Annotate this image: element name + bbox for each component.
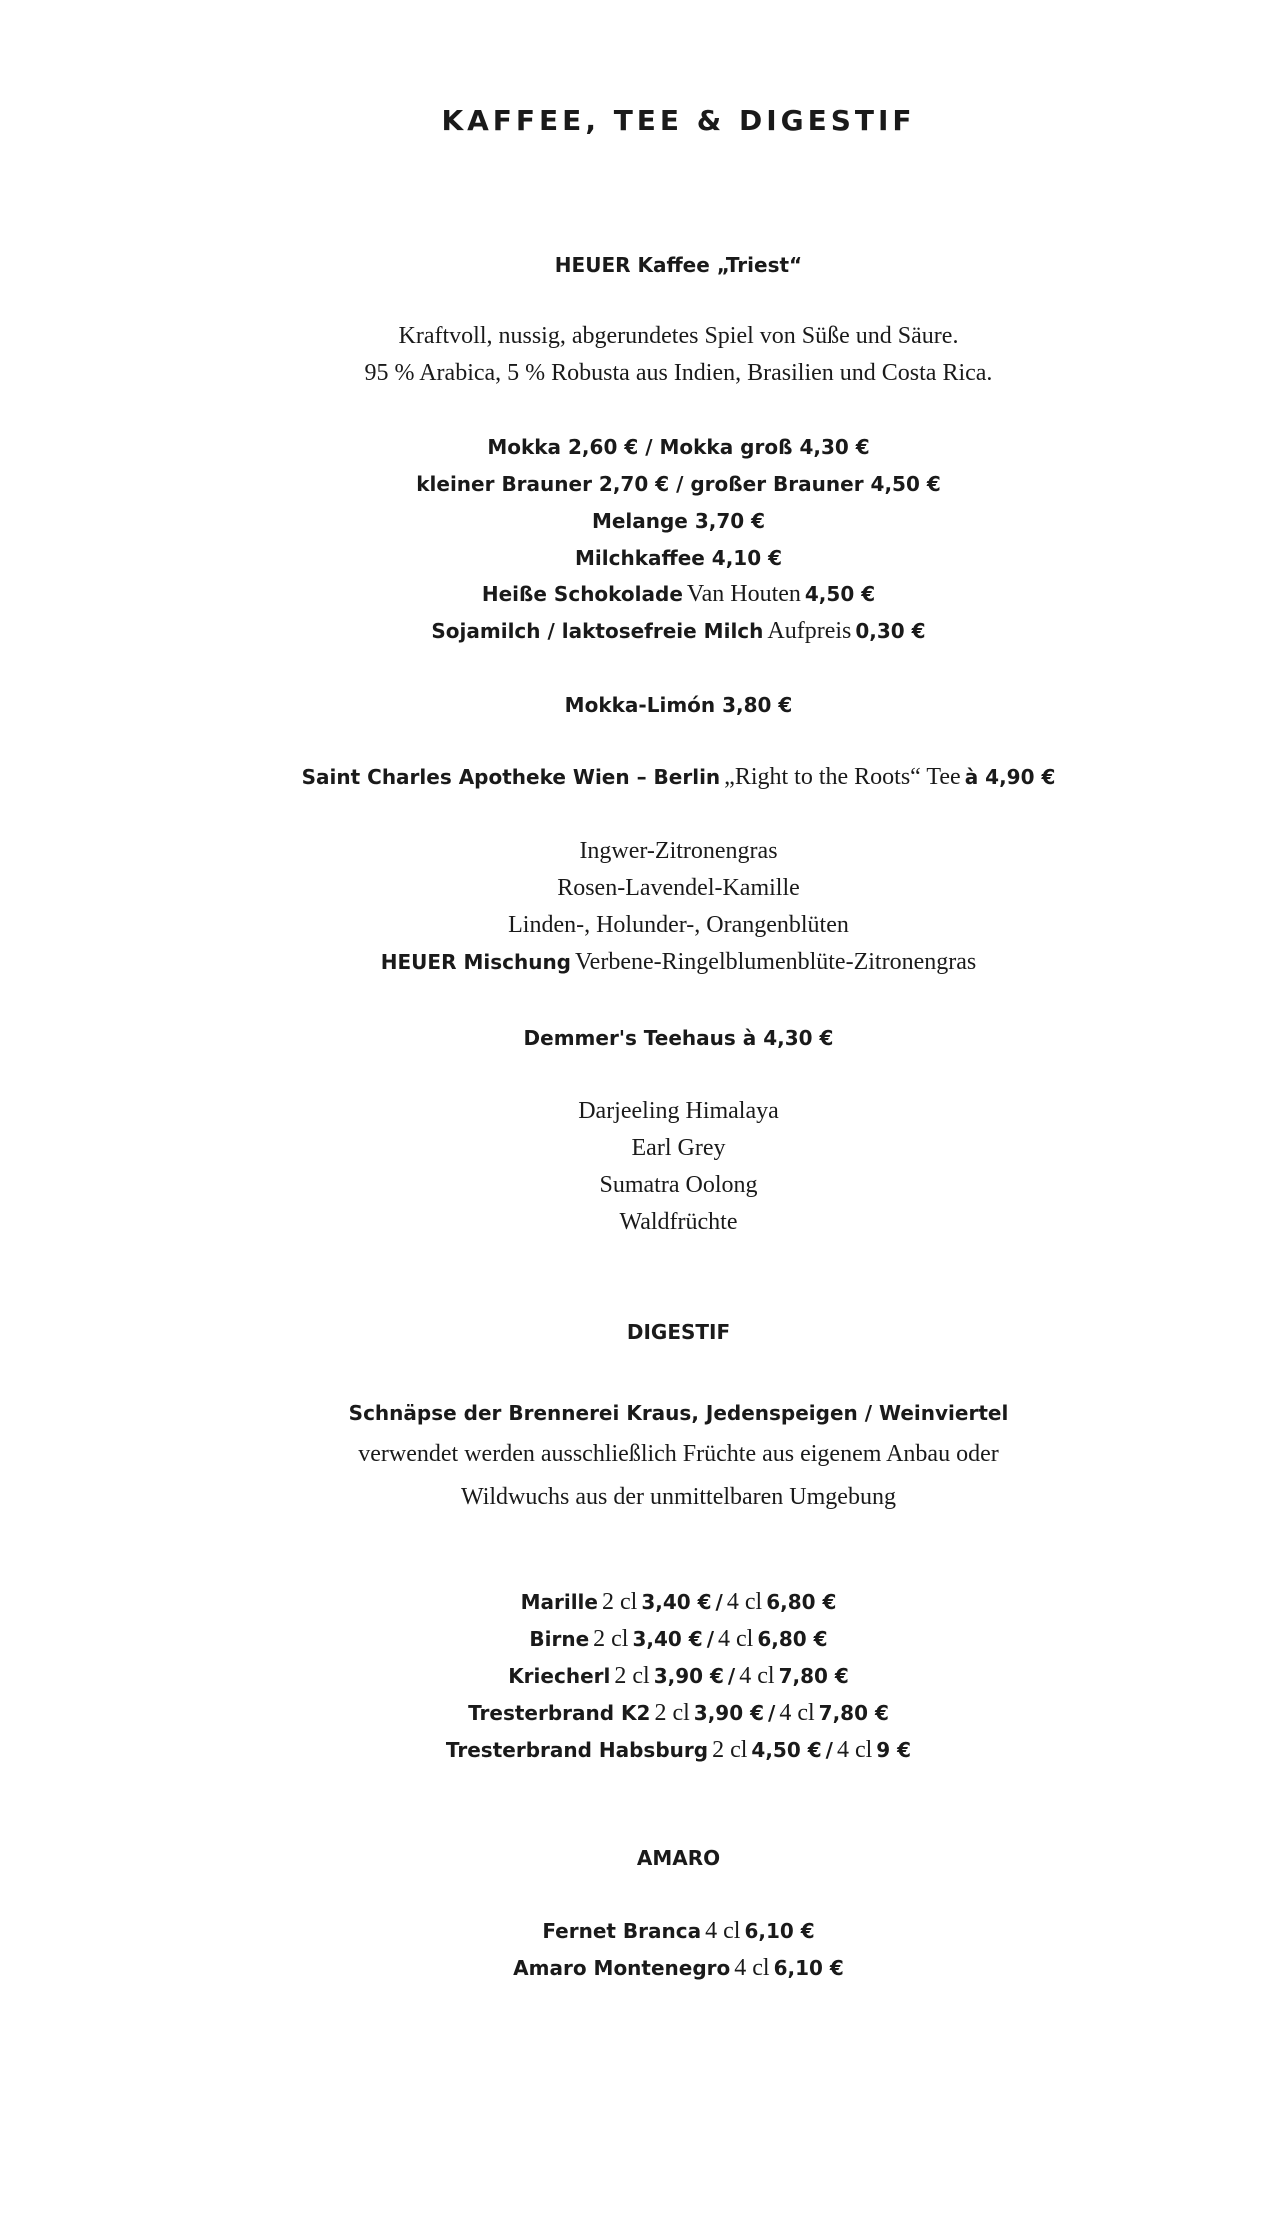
tea-variety: Waldfrüchte (619, 1209, 738, 1235)
digestif-item-large-price: 9 € (876, 1738, 912, 1762)
coffee-heading: HEUER Kaffee „Triest“ (554, 253, 803, 277)
coffee-item-mokka: Mokka 2,60 € / Mokka groß 4,30 € (487, 435, 870, 459)
digestif-item-separator: / (825, 1738, 833, 1762)
digestif-item-large-size: 4 cl (836, 1737, 873, 1763)
digestif-item-name: Marille (520, 1590, 598, 1614)
heuer-blend-description: Verbene-Ringelblumenblüte-Zitronengras (575, 949, 977, 975)
digestif-item-small-price: 4,50 € (751, 1738, 822, 1762)
digestif-item-small-size: 2 cl (712, 1737, 748, 1763)
hot-chocolate-line (0, 581, 1272, 608)
coffee-item-brauner: kleiner Brauner 2,70 € / großer Brauner 4,50 € (416, 472, 941, 496)
amaro-item (0, 1955, 1272, 1982)
amaro-item-size: 4 cl (734, 1955, 770, 1981)
tea-variety: Sumatra Oolong (599, 1172, 758, 1198)
digestif-item-large-size: 4 cl (779, 1700, 815, 1726)
digestif-item-small-size: 2 cl (601, 1589, 638, 1615)
digestif-item-name: Tresterbrand K2 (468, 1701, 651, 1725)
milk-option-label: Aufpreis (767, 618, 852, 644)
digestif-item (0, 1626, 1272, 1653)
digestif-item-small-size: 2 cl (614, 1663, 650, 1689)
digestif-subheading: Schnäpse der Brennerei Kraus, Jedenspeigen / Weinviertel (348, 1401, 1009, 1425)
digestif-item-small-price: 3,90 € (693, 1701, 765, 1725)
digestif-item-large-price: 6,80 € (766, 1590, 837, 1614)
amaro-heading: AMARO (636, 1846, 721, 1870)
digestif-description-1: verwendet werden ausschließlich Früchte aus eigenem Anbau oder (358, 1441, 999, 1467)
digestif-item-large-price: 7,80 € (778, 1664, 849, 1688)
digestif-item-large-size: 4 cl (718, 1626, 754, 1652)
tea-variety: Darjeeling Himalaya (578, 1098, 779, 1124)
digestif-item-name: Kriecherl (508, 1664, 611, 1688)
digestif-item-large-size: 4 cl (739, 1663, 775, 1689)
coffee-item-milchkaffee: Milchkaffee 4,10 € (574, 546, 783, 570)
milk-option-name: Sojamilch / laktosefreie Milch (431, 619, 764, 643)
saint-charles-product: „Right to the Roots“ Tee (724, 764, 961, 790)
coffee-description-1: Kraftvoll, nussig, abgerundetes Spiel von Süße und Säure. (398, 323, 959, 349)
digestif-item-small-price: 3,90 € (653, 1664, 724, 1688)
hot-chocolate-price: 4,50 € (804, 582, 876, 606)
amaro-item-name: Fernet Branca (542, 1919, 702, 1943)
digestif-item-separator: / (706, 1627, 715, 1651)
digestif-item (0, 1589, 1272, 1616)
tea-variety: Earl Grey (631, 1135, 726, 1161)
coffee-item-melange: Melange 3,70 € (591, 509, 766, 533)
demmer-heading: Demmer's Teehaus à 4,30 € (523, 1026, 834, 1050)
hot-chocolate-brand: Van Houten (686, 581, 801, 607)
milk-option-price: 0,30 € (855, 619, 926, 643)
saint-charles-brand: Saint Charles Apotheke Wien – Berlin (301, 765, 721, 789)
mokka-limon: Mokka-Limón 3,80 € (564, 693, 793, 717)
digestif-item-separator: / (768, 1701, 776, 1725)
digestif-description-2: Wildwuchs aus der unmittelbaren Umgebung (461, 1484, 896, 1510)
saint-charles-price: à 4,90 € (964, 765, 1056, 789)
hot-chocolate-name: Heiße Schokolade (481, 582, 683, 606)
digestif-item-small-size: 2 cl (593, 1626, 629, 1652)
digestif-item-separator: / (727, 1664, 736, 1688)
amaro-item-name: Amaro Montenegro (513, 1956, 731, 1980)
amaro-item-price: 6,10 € (773, 1956, 844, 1980)
amaro-item-size: 4 cl (705, 1918, 741, 1944)
digestif-item (0, 1700, 1272, 1727)
digestif-item-small-size: 2 cl (654, 1700, 690, 1726)
coffee-description-2: 95 % Arabica, 5 % Robusta aus Indien, Brasilien und Costa Rica. (364, 360, 993, 386)
tea-variety: Linden-, Holunder-, Orangenblüten (508, 912, 849, 938)
heuer-blend-name: HEUER Mischung (380, 950, 571, 974)
amaro-item-price: 6,10 € (744, 1919, 815, 1943)
digestif-item-small-price: 3,40 € (632, 1627, 703, 1651)
page-title: KAFFEE, TEE & DIGESTIF (441, 104, 916, 137)
tea-variety: Rosen-Lavendel-Kamille (557, 875, 800, 901)
digestif-item-name: Birne (529, 1627, 590, 1651)
milk-option-line (0, 618, 1272, 645)
digestif-item-large-size: 4 cl (726, 1589, 763, 1615)
digestif-item-name: Tresterbrand Habsburg (445, 1738, 709, 1762)
amaro-item (0, 1918, 1272, 1945)
tea-variety: Ingwer-Zitronengras (579, 838, 778, 864)
digestif-item-small-price: 3,40 € (641, 1590, 712, 1614)
digestif-item (0, 1737, 1272, 1764)
digestif-heading: DIGESTIF (626, 1320, 731, 1344)
digestif-item-separator: / (715, 1590, 723, 1614)
saint-charles-line (0, 764, 1272, 791)
digestif-item-large-price: 6,80 € (757, 1627, 828, 1651)
digestif-item (0, 1663, 1272, 1690)
digestif-item-large-price: 7,80 € (818, 1701, 889, 1725)
heuer-blend-line (0, 949, 1272, 976)
